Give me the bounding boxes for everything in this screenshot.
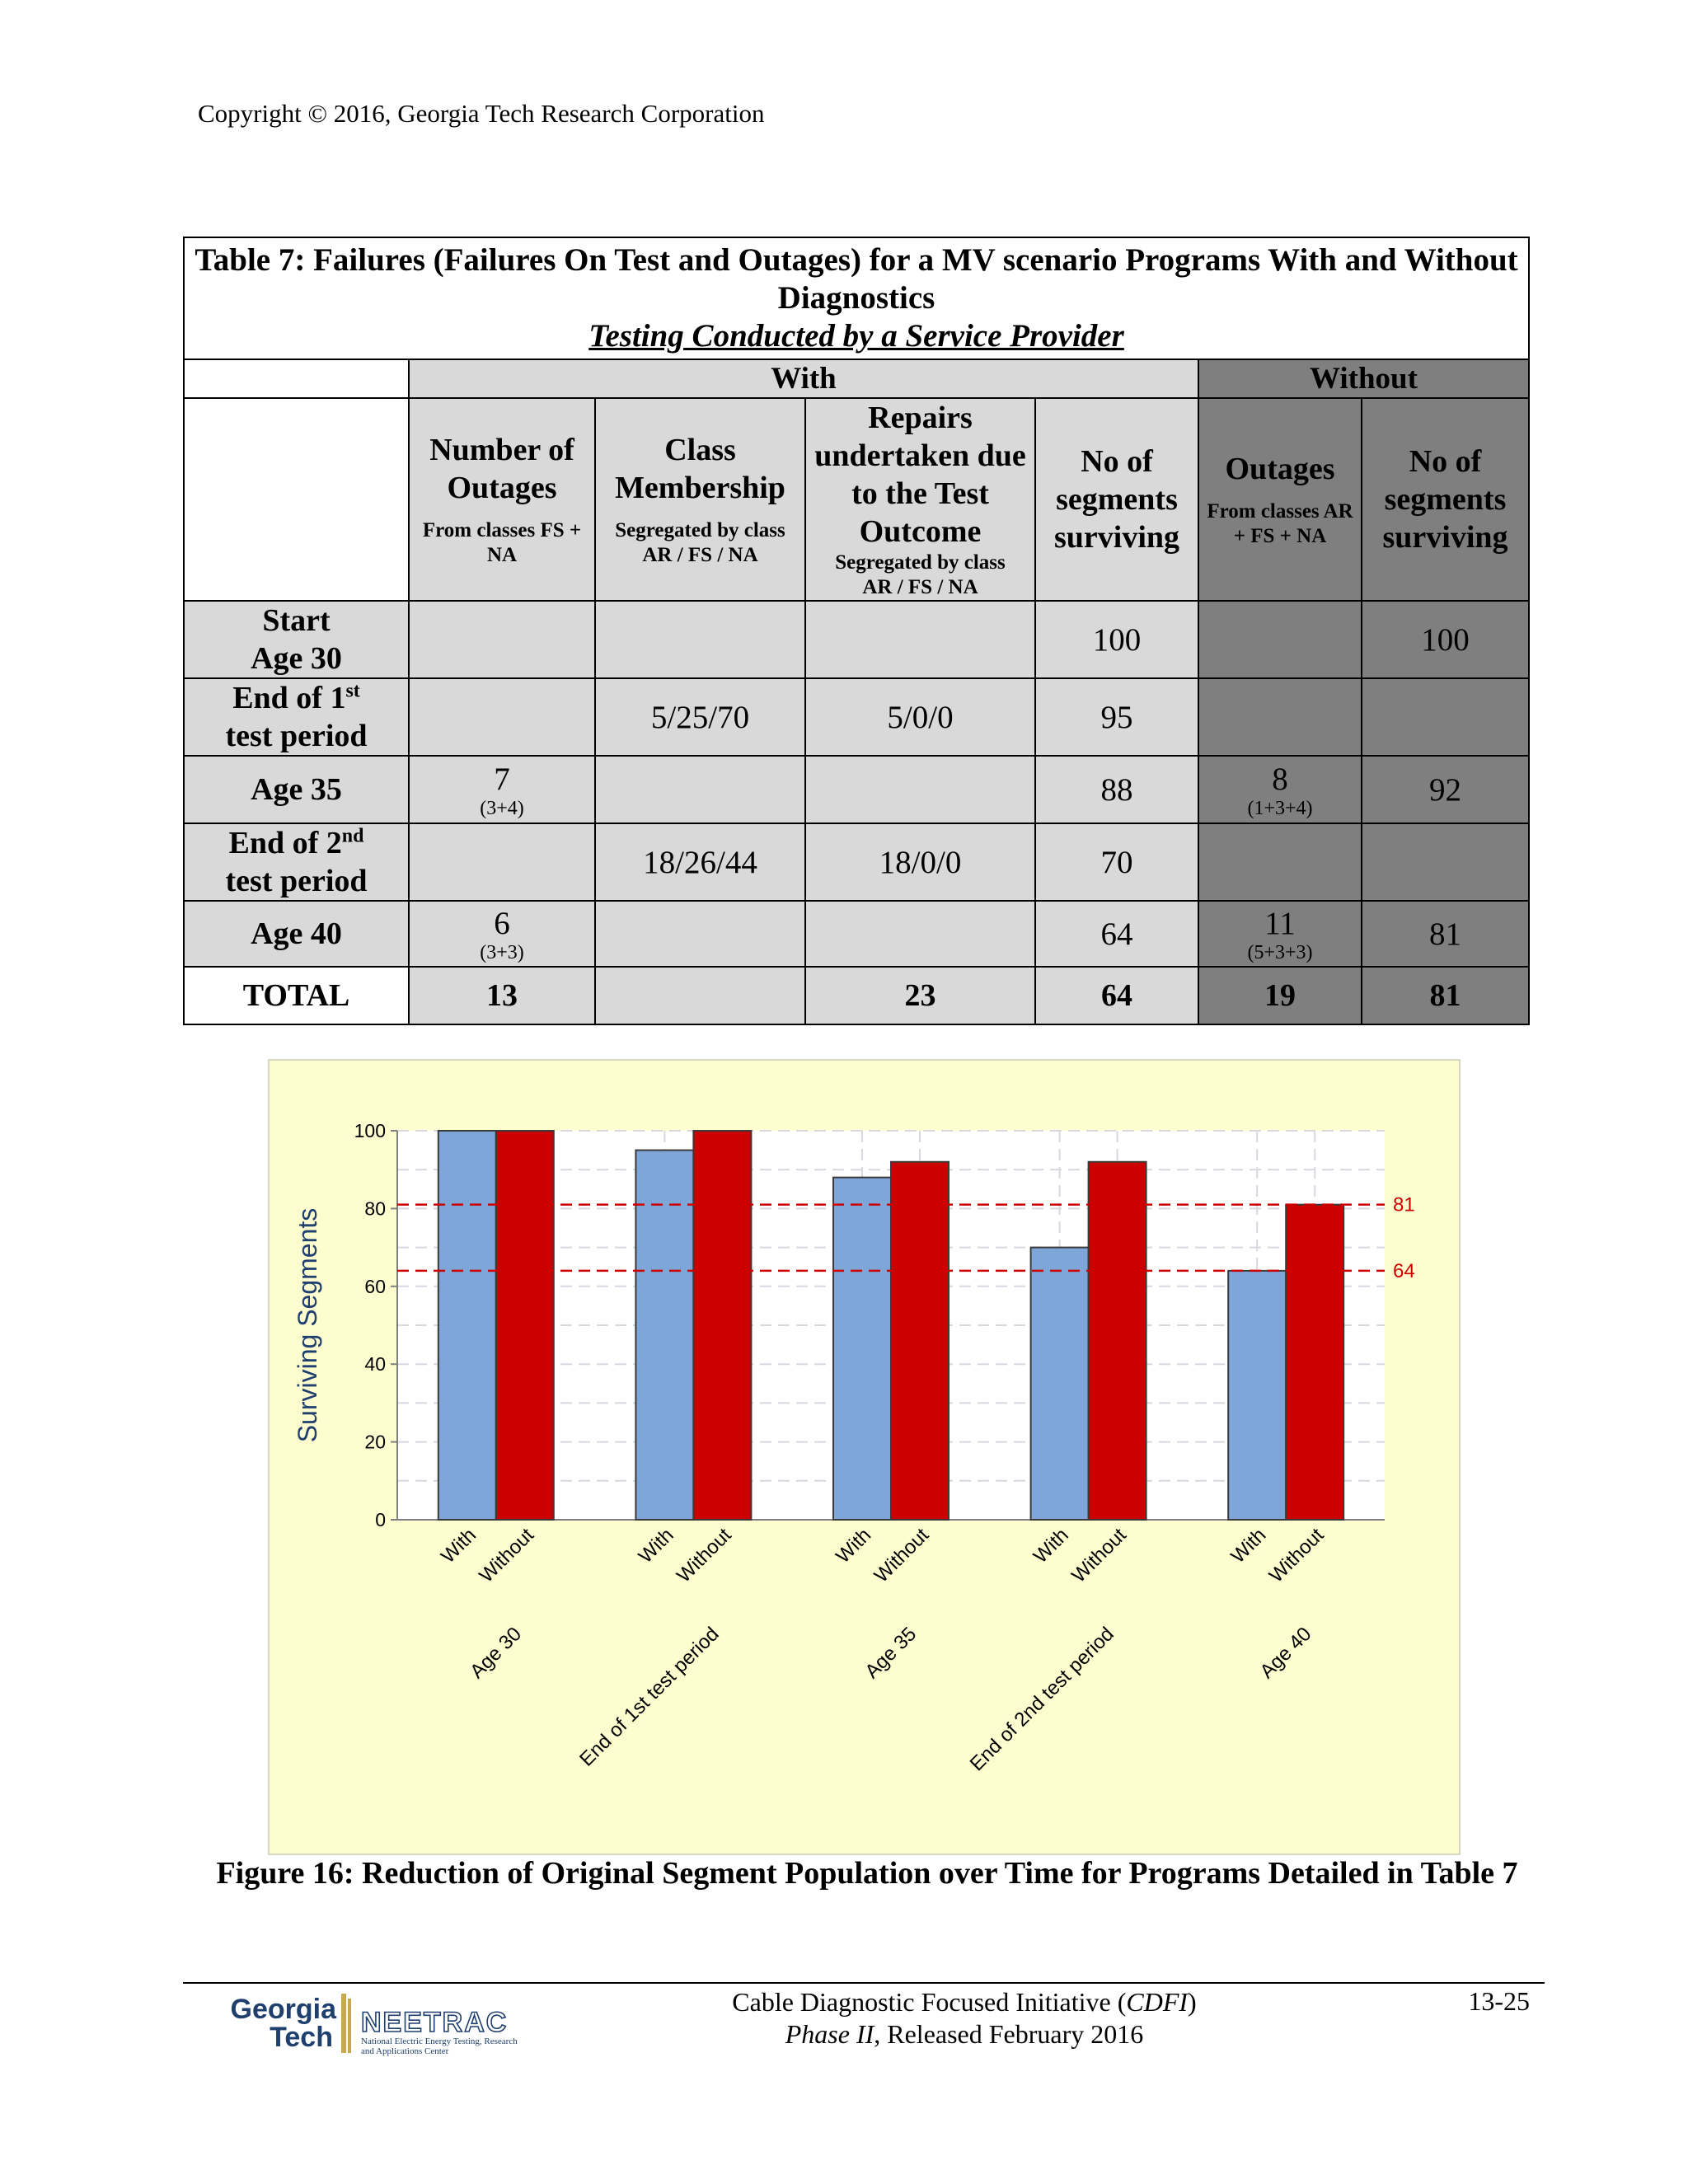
col-title: Class Membership [615, 433, 785, 505]
total-repairs: 23 [805, 967, 1035, 1024]
cell-without-outages [1198, 678, 1362, 756]
surviving-segments-chart [268, 1059, 1461, 1855]
bar-with-2 [833, 1178, 891, 1520]
cell-class: 18/26/44 [595, 823, 805, 901]
bar-with-4 [1228, 1271, 1286, 1520]
cell-surviving: 70 [1035, 823, 1198, 901]
group-header-blank [184, 359, 409, 398]
bar-with-0 [438, 1131, 496, 1520]
cell-surviving: 64 [1035, 901, 1198, 967]
svg-text:Tech: Tech [270, 2022, 333, 2053]
col-header-surviving: No of segments surviving [1035, 398, 1198, 601]
x-tick-label: With [1029, 1524, 1073, 1568]
cell-without-surviving: 81 [1362, 901, 1529, 967]
row-label: End of 1st test period [184, 678, 409, 756]
cell-repairs: 18/0/0 [805, 823, 1035, 901]
y-tick-label: 0 [375, 1509, 386, 1530]
table-row [184, 756, 1529, 823]
x-tick-label: With [634, 1524, 678, 1568]
cell-without-surviving [1362, 823, 1529, 901]
bar-with-3 [1031, 1248, 1089, 1520]
col-title: Number of Outages [429, 433, 574, 505]
x-tick-label: With [832, 1524, 876, 1568]
cell-outages [409, 678, 595, 756]
cell-class: 5/25/70 [595, 678, 805, 756]
row-label: Start Age 30 [184, 601, 409, 678]
figure-caption: Figure 16: Reduction of Original Segment Population over Time for Programs Detailed in Table 7 [216, 1856, 1518, 1891]
cell-surviving: 95 [1035, 678, 1198, 756]
svg-text:and Applications Center: and Applications Center [361, 2046, 449, 2056]
cell-without-surviving: 100 [1362, 601, 1529, 678]
table-title: Table 7: Failures (Failures On Test and Outages) for a MV scenario Programs With and Without Diagnostics [195, 242, 1518, 316]
row-label: End of 2nd test period [184, 823, 409, 901]
header-blank [184, 398, 409, 601]
y-tick-label: 60 [364, 1275, 386, 1297]
total-without-outages: 19 [1198, 967, 1362, 1024]
cell-without-surviving [1362, 678, 1529, 756]
cell-without-outages: 11 (5+3+3) [1198, 901, 1362, 967]
svg-text:Georgia: Georgia [230, 1994, 336, 2025]
cell-class [595, 901, 805, 967]
col-header-without-outages [1198, 398, 1362, 601]
col-subtitle: From classes FS + NA [422, 519, 582, 566]
row-label: Age 35 [184, 756, 409, 823]
total-outages: 13 [409, 967, 595, 1024]
col-subtitle-classes: AR / FS / NA [642, 544, 758, 566]
table-row [184, 823, 1529, 901]
x-tick-label: Without [673, 1524, 736, 1587]
cell-outages: 7 (3+4) [409, 756, 595, 823]
x-tick-label: Without [1067, 1524, 1131, 1587]
georgia-tech-neetrac-logo [196, 1990, 551, 2056]
page-number: 13-25 [1468, 1986, 1530, 2016]
svg-text:National Electric Energy Testi: National Electric Energy Testing, Research [361, 2036, 518, 2046]
cell-repairs [805, 756, 1035, 823]
cell-class [595, 756, 805, 823]
group-header-with: With [409, 359, 1198, 398]
col-subtitle: Segregated by class [615, 519, 785, 541]
failures-table [183, 237, 1530, 1025]
table-row [184, 678, 1529, 756]
category-label: End of 1st test period [575, 1623, 724, 1771]
total-class [595, 967, 805, 1024]
svg-text:NEETRAC: NEETRAC [361, 2007, 509, 2038]
col-subtitle: Segregated by class [835, 551, 1006, 574]
total-label: TOTAL [184, 967, 409, 1024]
x-tick-label: Without [1264, 1524, 1329, 1587]
col-title: Repairs undertaken due to the Test Outcome [814, 401, 1026, 549]
bar-without-3 [1089, 1162, 1146, 1520]
bar-without-2 [891, 1162, 949, 1520]
col-subtitle-classes: AR / FS / NA [862, 576, 978, 598]
col-header-repairs [805, 398, 1035, 601]
y-tick-label: 100 [354, 1120, 386, 1141]
col-header-without-surviving: No of segments surviving [1362, 398, 1529, 601]
y-tick-label: 40 [364, 1353, 386, 1376]
table-caption [184, 237, 1529, 359]
x-tick-label: With [1226, 1524, 1271, 1568]
category-label: Age 35 [860, 1623, 921, 1684]
y-tick-label: 20 [364, 1431, 386, 1453]
cell-repairs [805, 901, 1035, 967]
row-label: Age 40 [184, 901, 409, 967]
bar-without-1 [693, 1131, 751, 1520]
cell-without-outages [1198, 823, 1362, 901]
group-header-without: Without [1198, 359, 1529, 398]
footer-text: Cable Diagnostic Focused Initiative (CDFI) Phase II, Released February 2016 [732, 1987, 1197, 2049]
y-axis-title: Surviving Segments [293, 1207, 322, 1443]
cell-without-outages: 8 (1+3+4) [1198, 756, 1362, 823]
total-row [184, 967, 1529, 1024]
footer-rule [183, 1982, 1545, 1984]
reference-line-label: 64 [1393, 1259, 1415, 1282]
total-surviving: 64 [1035, 967, 1198, 1024]
cell-outages [409, 823, 595, 901]
y-tick-label: 80 [364, 1197, 386, 1220]
cell-without-surviving: 92 [1362, 756, 1529, 823]
col-header-class [595, 398, 805, 601]
copyright-notice: Copyright © 2016, Georgia Tech Research Corporation [198, 99, 765, 128]
cell-outages [409, 601, 595, 678]
bar-without-0 [496, 1131, 554, 1520]
table-subtitle: Testing Conducted by a Service Provider [588, 318, 1124, 354]
cell-class [595, 601, 805, 678]
category-label: Age 40 [1255, 1623, 1316, 1684]
chart-svg [270, 1061, 1459, 1854]
x-tick-label: Without [870, 1524, 934, 1587]
category-label: Age 30 [466, 1623, 527, 1684]
col-title: Outages [1225, 452, 1335, 486]
cell-outages: 6 (3+3) [409, 901, 595, 967]
x-tick-label: Without [475, 1524, 539, 1587]
category-label: End of 2nd test period [965, 1623, 1118, 1776]
table-row [184, 901, 1529, 967]
cell-without-outages [1198, 601, 1362, 678]
col-subtitle: From classes AR + FS + NA [1207, 500, 1353, 547]
cell-surviving: 88 [1035, 756, 1198, 823]
cell-repairs: 5/0/0 [805, 678, 1035, 756]
cell-repairs [805, 601, 1035, 678]
col-header-outages [409, 398, 595, 601]
x-tick-label: With [437, 1524, 481, 1568]
cell-surviving: 100 [1035, 601, 1198, 678]
reference-line-label: 81 [1393, 1193, 1415, 1216]
total-without-surviving: 81 [1362, 967, 1529, 1024]
bar-without-4 [1286, 1205, 1343, 1520]
table-row [184, 601, 1529, 678]
